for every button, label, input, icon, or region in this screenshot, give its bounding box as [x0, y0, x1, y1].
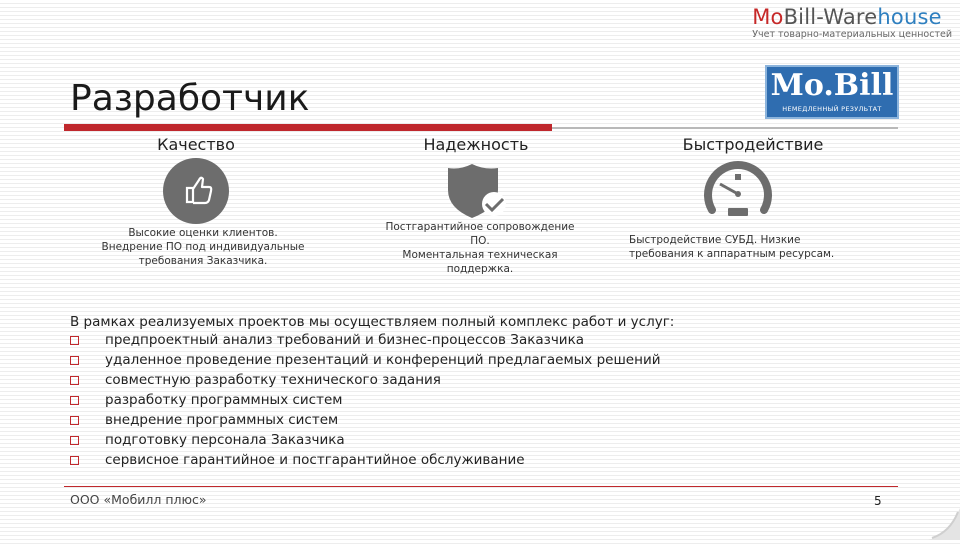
mobill-logo: Mo.Bill НЕМЕДЛЕННЫЙ РЕЗУЛЬТАТ — [765, 65, 899, 119]
footer-rule — [64, 486, 898, 487]
shield-check-icon — [444, 160, 510, 222]
list-item: подготовку персонала Заказчика — [70, 430, 661, 450]
brand-header — [752, 5, 952, 40]
list-item: предпроектный анализ требований и бизнес-процессов Заказчика — [70, 330, 661, 350]
page-number: 5 — [874, 494, 882, 508]
checkbox-bullet-icon — [70, 416, 79, 425]
column-text-speed: Быстродействие СУБД. Низкие требования к аппаратным ресурсам. — [629, 234, 835, 260]
checkbox-bullet-icon — [70, 376, 79, 385]
services-list — [70, 330, 661, 470]
column-heading-reliability: Надежность — [423, 135, 529, 154]
speedometer-icon — [700, 158, 776, 224]
page-curl-icon — [928, 508, 960, 540]
page-title: Разработчик — [70, 78, 310, 119]
list-item: совместную разработку технического задания — [70, 370, 661, 390]
column-heading-quality: Качество — [157, 135, 235, 154]
checkbox-bullet-icon — [70, 436, 79, 445]
column-heading-speed: Быстродействие — [682, 135, 824, 154]
brand-title: MoBill-Warehouse — [752, 5, 942, 29]
list-item: внедрение программных систем — [70, 410, 661, 430]
brand-subtitle: Учет товарно-материальных ценностей — [752, 29, 952, 40]
column-text-quality: Высокие оценки клиентов. Внедрение ПО под индивидуальные требования Заказчика. — [101, 227, 305, 267]
checkbox-bullet-icon — [70, 356, 79, 365]
title-accent-rule — [64, 124, 552, 131]
list-item: удаленное проведение презентаций и конференций предлагаемых решений — [70, 350, 661, 370]
footer-company: ООО «Мобилл плюс» — [70, 492, 207, 507]
checkbox-bullet-icon — [70, 456, 79, 465]
title-grey-rule — [552, 127, 898, 129]
checkbox-bullet-icon — [70, 396, 79, 405]
list-item: сервисное гарантийное и постгарантийное обслуживание — [70, 450, 661, 470]
services-intro: В рамках реализуемых проектов мы осуществляем полный комплекс работ и услуг: — [70, 314, 675, 330]
checkbox-bullet-icon — [70, 336, 79, 345]
thumbs-up-icon — [163, 158, 229, 224]
list-item: разработку программных систем — [70, 390, 661, 410]
column-text-reliability: Постгарантийное сопровождение ПО. Моментальная техническая поддержка. — [385, 221, 575, 275]
